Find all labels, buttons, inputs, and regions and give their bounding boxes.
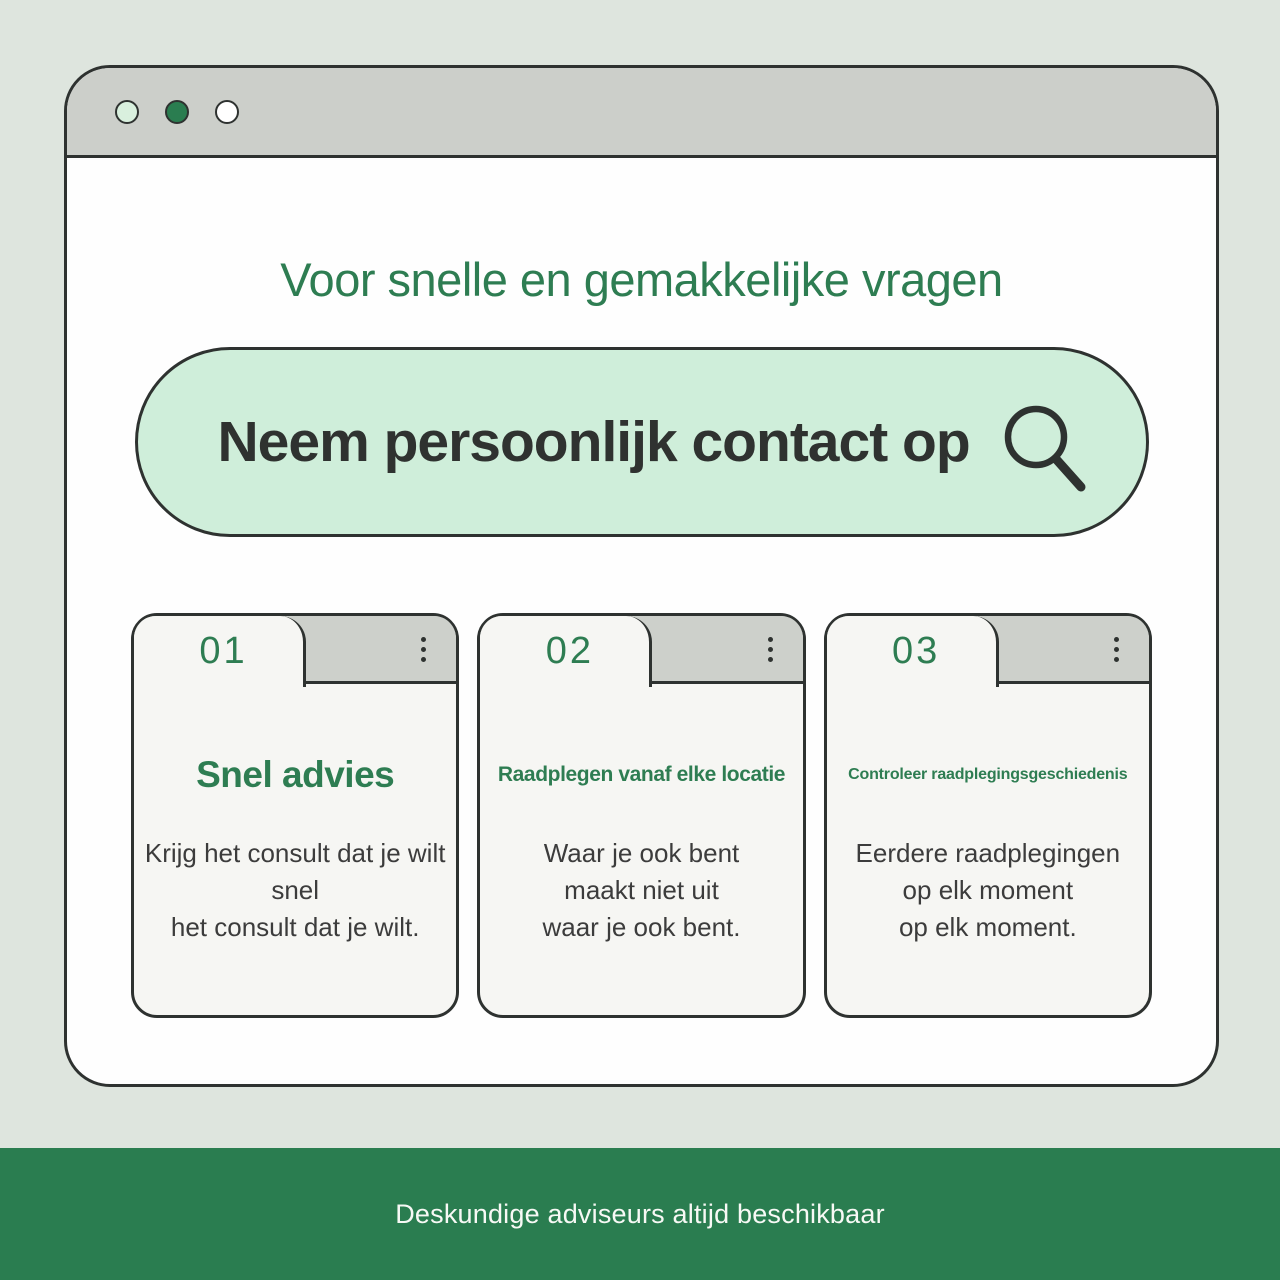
footer-text: Deskundige adviseurs altijd beschikbaar	[395, 1198, 885, 1229]
feature-card-3	[824, 613, 1152, 1018]
feature-card-2	[477, 613, 805, 1018]
card-header	[827, 616, 1149, 687]
card-description-line: Eerdere raadplegingen	[855, 838, 1121, 868]
card-description-line: op elk moment	[902, 875, 1074, 905]
window-control-maximize-icon[interactable]	[215, 100, 239, 124]
card-number: 03	[892, 630, 941, 672]
browser-titlebar	[67, 68, 1216, 158]
card-description-line: Waar je ook bent	[543, 838, 740, 868]
card-tab	[480, 616, 652, 687]
page-title: Voor snelle en gemakkelijke vragen	[280, 253, 1003, 306]
card-header	[480, 616, 802, 687]
search-bar-label: Neem persoonlijk contact op	[217, 410, 970, 474]
card-title: Snel advies	[196, 754, 395, 795]
card-title: Controleer raadplegingsgeschiedenis	[848, 766, 1128, 783]
card-description-line: het consult dat je wilt.	[170, 912, 420, 942]
search-bar[interactable]	[135, 347, 1149, 537]
card-number: 02	[545, 630, 594, 672]
kebab-menu-icon[interactable]	[768, 637, 773, 662]
card-description-line: snel	[271, 875, 320, 905]
window-control-minimize-icon[interactable]	[165, 100, 189, 124]
kebab-menu-icon[interactable]	[421, 637, 426, 662]
card-tab	[827, 616, 999, 687]
feature-cards-row	[131, 613, 1152, 1018]
window-control-close-icon[interactable]	[115, 100, 139, 124]
card-description	[134, 835, 456, 946]
browser-window	[64, 65, 1219, 1087]
card-description-line: maakt niet uit	[564, 875, 719, 905]
card-header	[134, 616, 456, 687]
search-icon	[996, 405, 1096, 505]
kebab-menu-icon[interactable]	[1114, 637, 1119, 662]
card-tab	[134, 616, 306, 687]
footer-banner	[0, 1148, 1280, 1280]
feature-card-1	[131, 613, 459, 1018]
card-number: 01	[199, 630, 248, 672]
card-description	[827, 835, 1149, 946]
card-description	[480, 835, 802, 946]
card-title: Raadplegen vanaf elke locatie	[497, 763, 786, 786]
card-description-line: op elk moment.	[898, 912, 1077, 942]
card-description-line: Krijg het consult dat je wilt	[144, 838, 446, 868]
card-description-line: waar je ook bent.	[542, 912, 741, 942]
